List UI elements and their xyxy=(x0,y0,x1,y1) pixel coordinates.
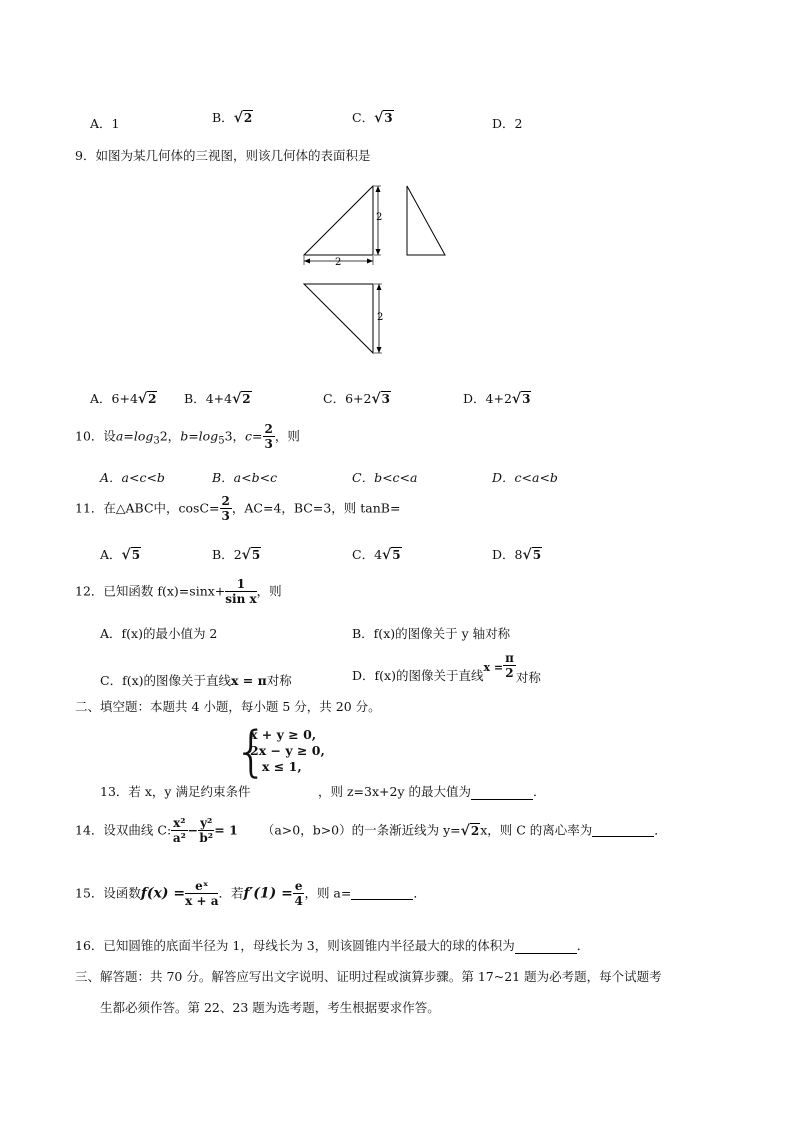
q12-option-a: A．f(x)的最小值为 2 xyxy=(100,626,218,641)
q10-stem: 10．设$a=\log_32$，$b=\log_53$，c= $\frac{2}{3}$ ，则 xyxy=(75,422,300,451)
section-3-heading-cont: 生都必须作答。第 22、23 题为选考题，考生根据要求作答。 xyxy=(100,1000,440,1015)
q12-stem: 12．已知函数 f(x)=sinx+ $\frac{1}{\text{sin x}}$ ，则 xyxy=(75,577,282,606)
answer-blank xyxy=(515,941,577,954)
sqrt-sign: √2 xyxy=(233,110,253,126)
q11-stem: 11．在△ABC中，cosC= $\frac{2}{3}$ ，AC=4，BC=3，则 tanB= xyxy=(75,494,401,523)
q8-option-a: A．1 xyxy=(90,116,120,131)
side-view-triangle xyxy=(407,186,445,255)
front-view-triangle xyxy=(304,186,373,255)
section-3-heading: 三、解答题：共 70 分。解答应写出文字说明、证明过程或演算步骤。第 17~21 题为必考题，每个试题考 xyxy=(75,969,662,984)
q8-option-d: D．2 xyxy=(492,116,523,131)
top-view-triangle xyxy=(304,284,373,353)
q10-option-b: B．a<b<c xyxy=(212,470,278,485)
q12-option-b: B．f(x)的图像关于 y 轴对称 xyxy=(352,626,511,641)
q14-stem: 14．设双曲线 C: $\frac{\text{x²}}{\text{a²}}$ − $\frac{\text{y²}}{\text{b²}}$ = 1 （a>0，b>0）的一条渐近线为 y=√2x，则 C 的离心率为 ． xyxy=(75,816,667,845)
q11-option-d: D．8√5 xyxy=(492,547,542,563)
q9-option-a: A．6+4√2 xyxy=(90,391,157,407)
answer-blank xyxy=(471,787,533,800)
q10-option-a: A．a<c<b xyxy=(100,470,165,485)
q15-stem: 15．设函数f(x) = $\frac{\text{eˣ}}{x + a}$ ．若f′(1) = $\frac{e}{4}$ ，则 a= ． xyxy=(75,879,426,908)
top-height-label: 2 xyxy=(377,312,384,323)
front-width-label: 2 xyxy=(335,257,342,268)
q12-option-c: C．f(x)的图像关于直线x = π对称 xyxy=(100,673,292,688)
q8-option-c: C．√3 xyxy=(352,110,393,126)
q8-option-b: B．√2 xyxy=(212,110,253,126)
q9-stem: 9．如图为某几何体的三视图，则该几何体的表面积是 xyxy=(75,148,371,163)
q9-option-c: C．6+2√3 xyxy=(323,391,391,407)
q13-tail: ，则 z=3x+2y 的最大值为 ． xyxy=(318,784,546,799)
q11-option-c: C．4√5 xyxy=(352,547,401,563)
answer-blank xyxy=(592,824,654,837)
q13-stem: 13．若 x，y 满足约束条件 xyxy=(100,784,251,799)
q11-option-b: B．2√5 xyxy=(212,547,261,563)
q9-option-d: D．4+2√3 xyxy=(463,391,531,407)
section-2-heading: 二、填空题：本题共 4 小题，每小题 5 分，共 20 分。 xyxy=(75,699,381,714)
q10-option-c: C．b<c<a xyxy=(352,470,418,485)
q11-option-a: A．√5 xyxy=(100,547,141,563)
q9-option-b: B．4+4√2 xyxy=(184,391,251,407)
q12-option-d: D．f(x)的图像关于直线x = $\frac{\pi}{2}$ 对称 xyxy=(352,651,541,685)
three-view-figure xyxy=(295,180,455,360)
front-height-label: 2 xyxy=(376,212,383,223)
q10-option-d: D．c<a<b xyxy=(492,470,558,485)
q16-stem: 16．已知圆锥的底面半径为 1，母线长为 3，则该圆锥内半径最大的球的体积为 ． xyxy=(75,938,590,953)
left-brace: { xyxy=(234,720,269,783)
answer-blank xyxy=(351,887,413,900)
